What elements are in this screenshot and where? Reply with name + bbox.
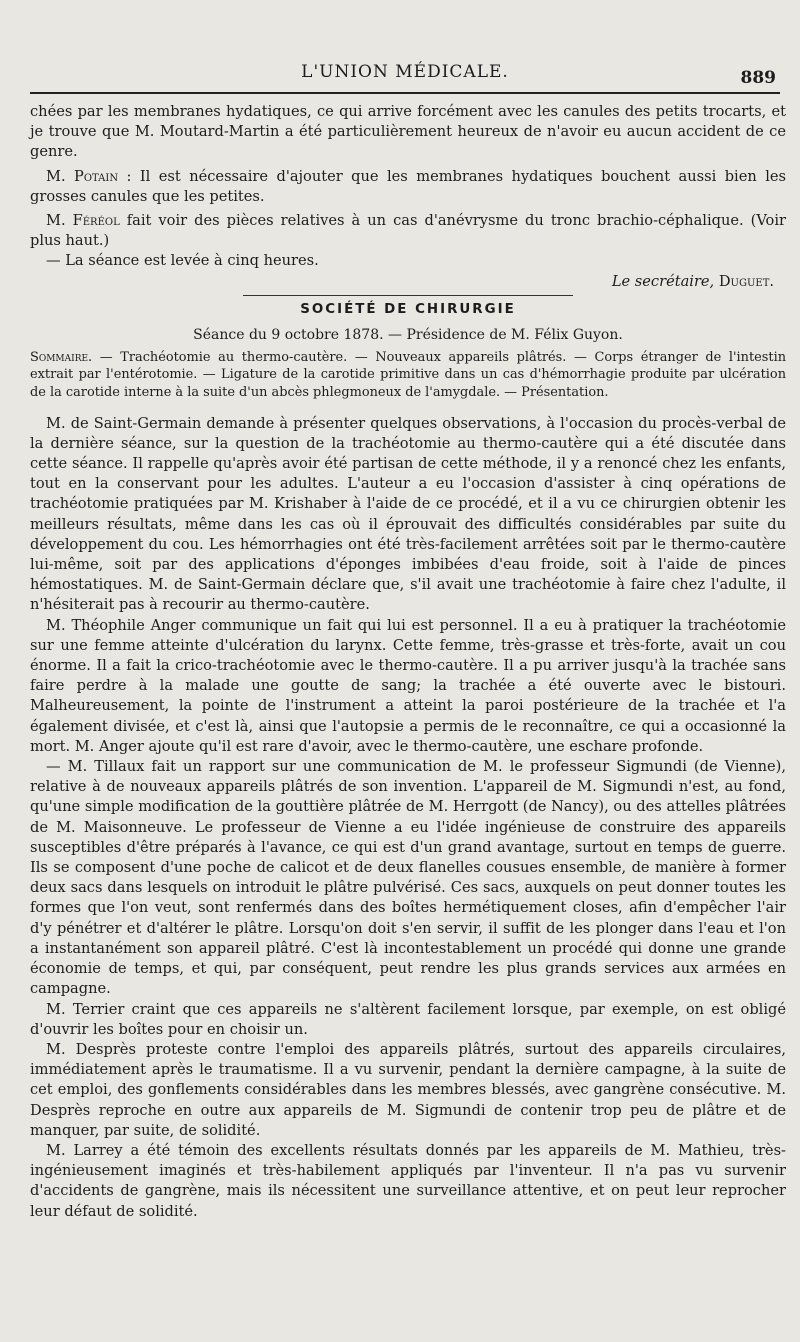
body-text <box>30 414 786 1222</box>
speaker-name: M. Féréol <box>46 212 120 230</box>
top-paragraphs <box>30 102 786 292</box>
paragraph-closing: — La séance est levée à cinq heures. <box>46 252 319 270</box>
page-header <box>30 52 780 94</box>
section-title: SOCIÉTÉ DE CHIRURGIE <box>300 301 516 317</box>
paragraph-continuation: chées par les membranes hydatiques, ce qui arrive forcément avec les canules des petits trocarts, et je trouve que M. Moutard-Martin a été particulièrement heureux de n'avoir eu aucun accident de ce genre. <box>30 103 786 161</box>
section-divider <box>243 295 573 296</box>
paragraph-text: : Il est nécessaire d'ajouter que les membranes hydatiques bouchent aussi bien les grosses canules que les petites. <box>30 167 786 205</box>
summary <box>30 349 786 402</box>
paragraph-fereol <box>30 211 786 251</box>
speaker-name: M. Potain <box>46 167 119 185</box>
summary-label: Sommaire. <box>30 349 93 365</box>
session-line: Séance du 9 octobre 1878. — Présidence de M. Félix Guyon. <box>193 326 623 343</box>
body-paragraph: M. Larrey a été témoin des excellents résultats donnés par les appareils de M. Mathieu, très-ingénieusement imaginés et très-habilement appliqués par l'inventeur. Il n'a pas vu survenir d'accidents de gangrène, mais ils nécessitent une surveillance attentive, et on peut leur reprocher leur défaut de solidité. <box>30 1141 786 1220</box>
summary-text: — Trachéotomie au thermo-cautère. — Nouveaux appareils plâtrés. — Corps étranger de l'intestin extrait par l'entérotomie. — Ligature de la carotide primitive dans un cas d'hémorrhagie produite par ulcération de la carotide interne à la suite d'un abcès phlegmoneux de l'amygdale. — Présentation. <box>30 349 786 401</box>
paragraph-potain <box>30 167 786 207</box>
running-title: L'UNION MÉDICALE. <box>301 62 509 82</box>
signature-role: Le secrétaire, <box>611 272 715 290</box>
body-paragraph: M. Théophile Anger communique un fait qui lui est personnel. Il a eu à pratiquer la trachéotomie sur une femme atteinte d'ulcération du larynx. Cette femme, très-grasse et très-forte, avait un cou énorme. Il a fait la crico-trachéotomie avec le thermo-cautère. Il a pu arriver jusqu'à la trachée sans faire perdre à la malade une goutte de sang; la trachée a été ouverte avec le bistouri. Malheureusement, la pointe de l'instrument a atteint la paroi postérieure de la trachée et l'a également divisée, et c'est là, ainsi que l'autopsie a permis de le reconnaître, ce qui a occasionné la mort. M. Anger ajoute qu'il est rare d'avoir, avec le thermo-cautère, une eschare profonde. <box>30 616 786 755</box>
body-paragraph: M. Terrier craint que ces appareils ne s'altèrent facilement lorsque, par exemple, on est obligé d'ouvrir les boîtes pour en choisir un. <box>30 1000 786 1038</box>
signature <box>30 272 786 292</box>
paragraph-text: fait voir des pièces relatives à un cas d'anévrysme du tronc brachio-céphalique. (Voir plus haut.) <box>30 212 786 250</box>
signature-name: Duguet. <box>718 272 774 290</box>
body-paragraph: M. de Saint-Germain demande à présenter quelques observations, à l'occasion du procès-verbal de la dernière séance, sur la question de la trachéotomie au thermo-cautère qui a été discutée dans cette séance. Il rappelle qu'après avoir été partisan de cette méthode, il y a renoncé chez les enfants, tout en la conservant pour les adultes. L'auteur a eu l'occasion d'assister à cinq opérations de trachéotomie pratiquées par M. Krishaber à l'aide de ce procédé, et il a vu ce chirurgien obtenir les meilleurs résultats, même dans les cas où il éprouvait des difficultés considérables par suite du développement du cou. Les hémorrhagies ont été très-facilement arrêtées soit par le thermo-cautère lui-même, soit par des applications d'éponges imbibées d'eau froide, soit à l'aide de pinces hémostatiques. M. de Saint-Germain déclare que, s'il avait une trachéotomie à faire chez l'adulte, il n'hésiterait pas à recourir au thermo-cautère. <box>30 414 786 614</box>
body-paragraph: M. Desprès proteste contre l'emploi des appareils plâtrés, surtout des appareils circulaires, immédiatement après le traumatisme. Il a vu survenir, pendant la dernière campagne, à la suite de cet emploi, des gonflements considérables dans les membres blessés, avec gangrène consécutive. M. Desprès reproche en outre aux appareils de M. Sigmundi de contenir trop peu de plâtre et de manquer, par suite, de solidité. <box>30 1040 786 1139</box>
body-paragraph: — M. Tillaux fait un rapport sur une communication de M. le professeur Sigmundi (de Vienne), relative à de nouveaux appareils plâtrés de son invention. L'appareil de M. Sigmundi n'est, au fond, qu'une simple modification de la gouttière plâtrée de M. Herrgott (de Nancy), ou des attelles plâtrées de M. Maisonneuve. Le professeur de Vienne a eu l'idée ingénieuse de construire des appareils susceptibles d'être préparés à l'avance, ce qui est d'un grand avantage, surtout en temps de guerre. Ils se composent d'une poche de calicot et de deux flanelles cousues ensemble, de manière à former deux sacs dans lesquels on introduit le plâtre pulvérisé. Ces sacs, auxquels on peut donner toutes les formes que l'on veut, sont renfermés dans des boîtes hermétiquement closes, afin d'empêcher l'air d'y pénétrer et d'altérer le plâtre. Lorsqu'on doit s'en servir, il suffit de les plonger dans l'eau et l'on a instantanément son appareil plâtré. C'est là incontestablement un procédé qui donne une grande économie de temps, et qui, par conséquent, peut rendre les plus grands services aux armées en campagne. <box>30 758 786 998</box>
page-number: 889 <box>740 68 776 88</box>
